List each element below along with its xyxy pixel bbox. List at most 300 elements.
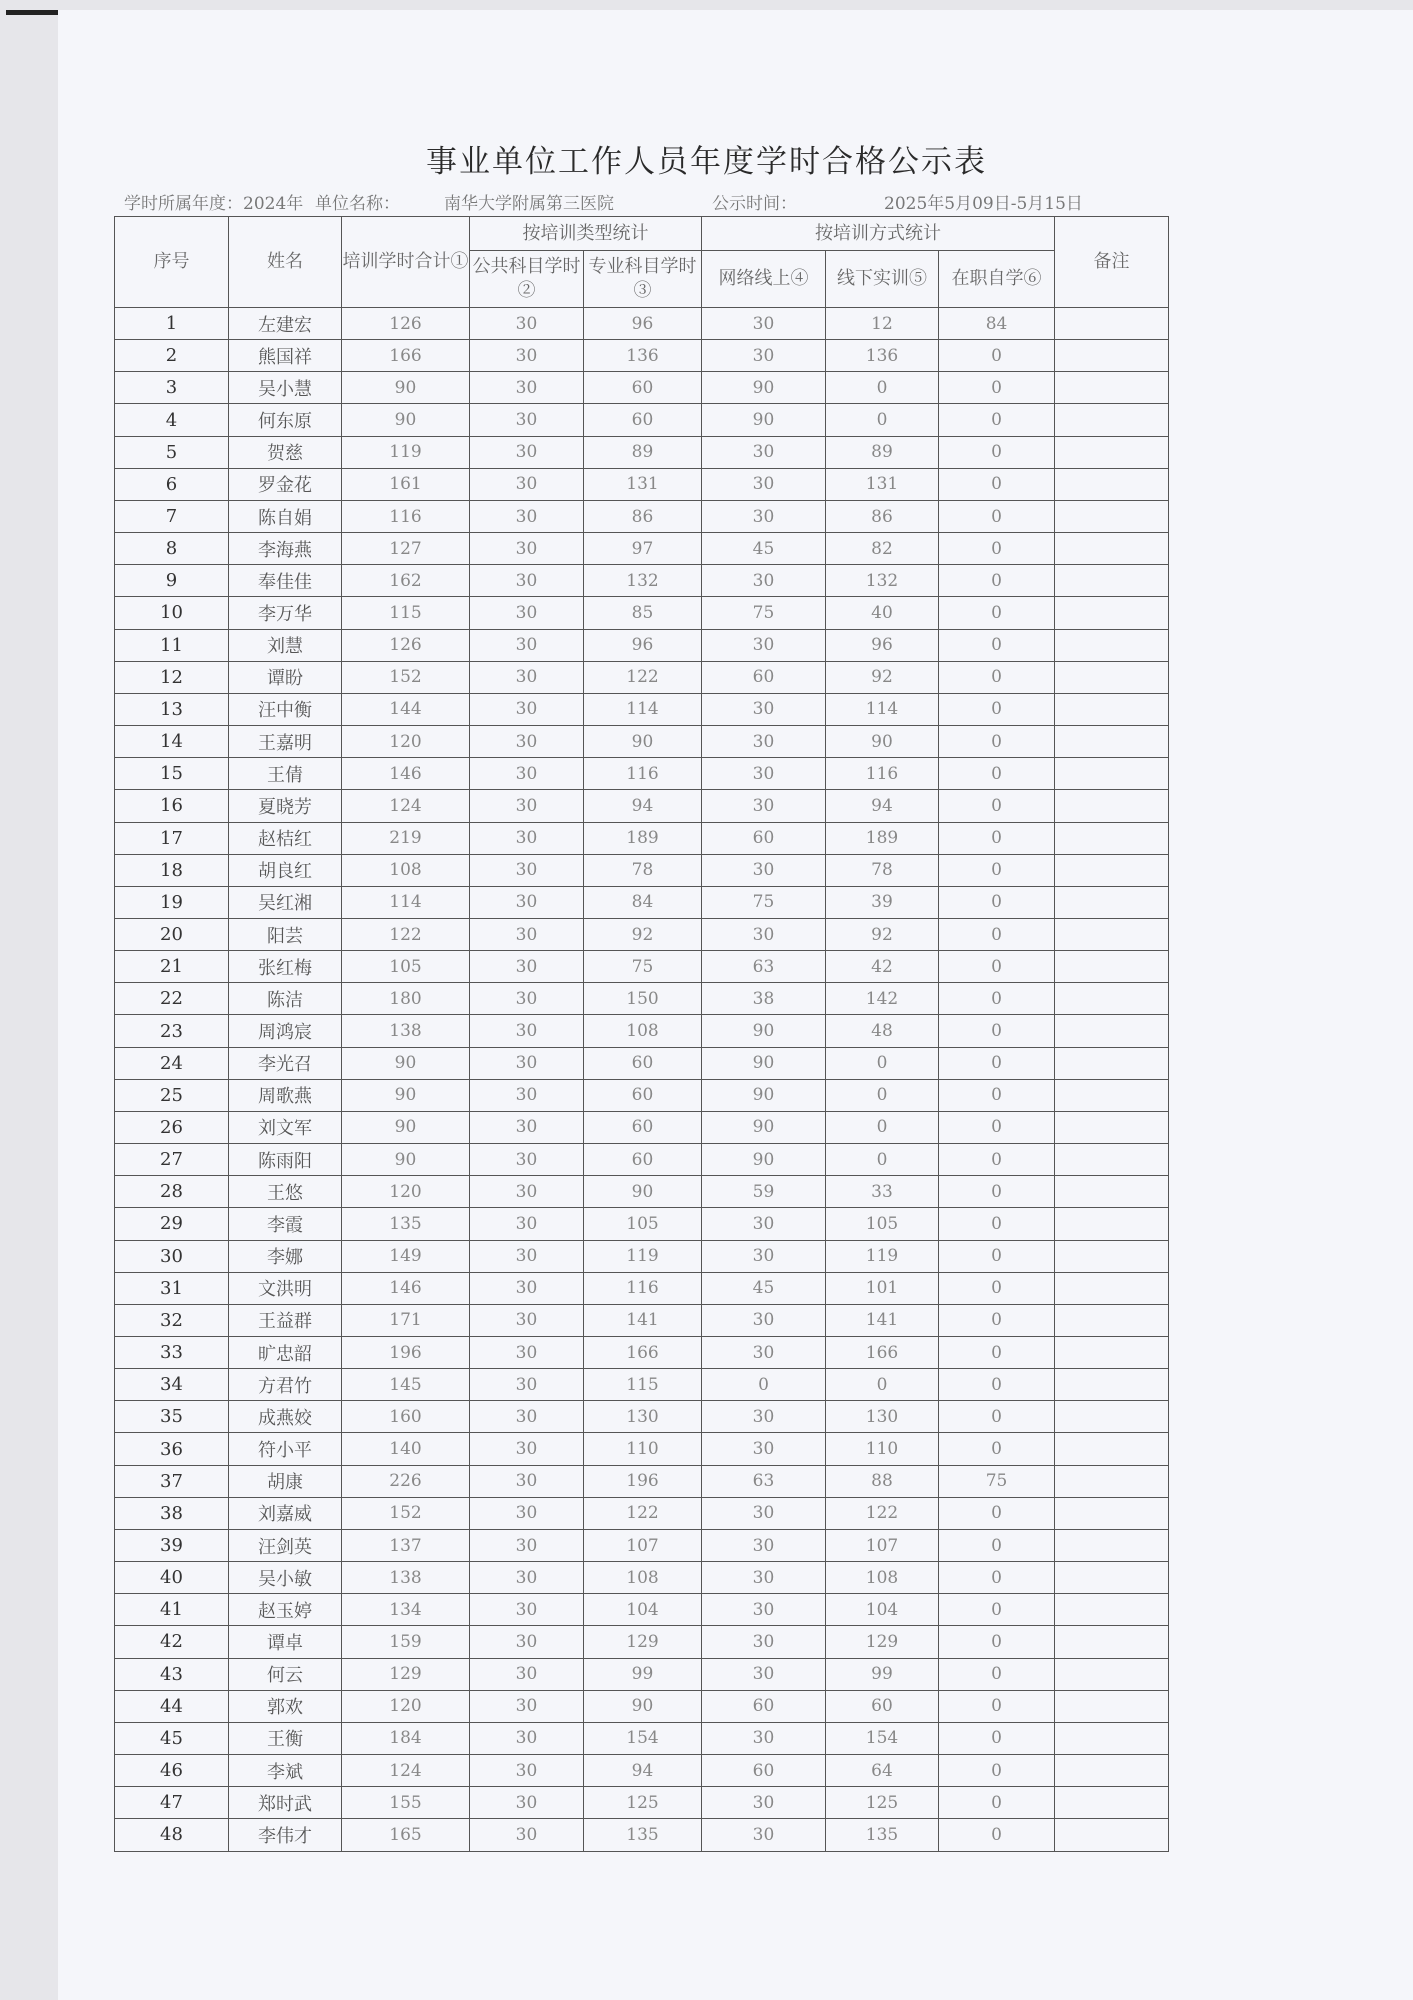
cell-total: 162 [342, 565, 470, 597]
cell-self-study: 0 [939, 1787, 1055, 1819]
cell-online: 30 [702, 1433, 826, 1465]
cell-professional: 129 [584, 1626, 702, 1658]
cell-total: 90 [342, 1144, 470, 1176]
table-row [115, 1562, 1169, 1594]
cell-self-study: 0 [939, 1304, 1055, 1336]
cell-total: 137 [342, 1529, 470, 1561]
table-row [115, 629, 1169, 661]
cell-name: 李光召 [229, 1047, 342, 1079]
cell-professional: 105 [584, 1208, 702, 1240]
cell-no: 29 [115, 1208, 229, 1240]
cell-online: 30 [702, 790, 826, 822]
cell-public: 30 [470, 1658, 584, 1690]
cell-no: 20 [115, 918, 229, 950]
cell-total: 144 [342, 693, 470, 725]
table-row [115, 597, 1169, 629]
table-row [115, 1337, 1169, 1369]
table-row [115, 1240, 1169, 1272]
header-self-study: 在职自学⑥ [939, 251, 1055, 308]
cell-no: 10 [115, 597, 229, 629]
cell-name: 奉佳佳 [229, 565, 342, 597]
cell-professional: 75 [584, 951, 702, 983]
cell-public: 30 [470, 726, 584, 758]
cell-professional: 110 [584, 1433, 702, 1465]
cell-offline: 0 [826, 1369, 939, 1401]
cell-name: 左建宏 [229, 308, 342, 340]
cell-total: 196 [342, 1337, 470, 1369]
cell-total: 90 [342, 404, 470, 436]
cell-no: 30 [115, 1240, 229, 1272]
cell-no: 1 [115, 308, 229, 340]
cell-public: 30 [470, 372, 584, 404]
cell-self-study: 0 [939, 1594, 1055, 1626]
cell-public: 30 [470, 404, 584, 436]
cell-online: 30 [702, 726, 826, 758]
cell-no: 9 [115, 565, 229, 597]
cell-public: 30 [470, 661, 584, 693]
cell-online: 30 [702, 1401, 826, 1433]
cell-professional: 122 [584, 1497, 702, 1529]
cell-total: 122 [342, 918, 470, 950]
cell-offline: 40 [826, 597, 939, 629]
cell-self-study: 0 [939, 340, 1055, 372]
cell-online: 30 [702, 308, 826, 340]
cell-professional: 122 [584, 661, 702, 693]
table-row [115, 790, 1169, 822]
cell-offline: 116 [826, 758, 939, 790]
table-row [115, 1208, 1169, 1240]
cell-no: 22 [115, 983, 229, 1015]
cell-self-study: 0 [939, 565, 1055, 597]
cell-total: 120 [342, 726, 470, 758]
table-body [115, 308, 1169, 1852]
header-online: 网络线上④ [702, 251, 826, 308]
cell-no: 2 [115, 340, 229, 372]
cell-remarks [1055, 1208, 1169, 1240]
cell-total: 115 [342, 597, 470, 629]
cell-professional: 154 [584, 1722, 702, 1754]
cell-public: 30 [470, 436, 584, 468]
cell-offline: 166 [826, 1337, 939, 1369]
cell-online: 30 [702, 1497, 826, 1529]
table-row [115, 404, 1169, 436]
cell-offline: 48 [826, 1015, 939, 1047]
cell-online: 30 [702, 918, 826, 950]
table-row [115, 918, 1169, 950]
cell-remarks [1055, 1787, 1169, 1819]
cell-remarks [1055, 758, 1169, 790]
cell-no: 24 [115, 1047, 229, 1079]
cell-total: 180 [342, 983, 470, 1015]
table-row [115, 1787, 1169, 1819]
cell-name: 周歌燕 [229, 1079, 342, 1111]
cell-remarks [1055, 1272, 1169, 1304]
table-row [115, 1079, 1169, 1111]
cell-no: 13 [115, 693, 229, 725]
cell-professional: 196 [584, 1465, 702, 1497]
cell-public: 30 [470, 1465, 584, 1497]
cell-self-study: 0 [939, 951, 1055, 983]
cell-online: 90 [702, 1015, 826, 1047]
cell-offline: 0 [826, 1144, 939, 1176]
cell-name: 何云 [229, 1658, 342, 1690]
table-row [115, 565, 1169, 597]
cell-public: 30 [470, 500, 584, 532]
cell-public: 30 [470, 1304, 584, 1336]
table-row [115, 1819, 1169, 1851]
cell-remarks [1055, 854, 1169, 886]
cell-remarks [1055, 1047, 1169, 1079]
cell-remarks [1055, 726, 1169, 758]
cell-self-study: 0 [939, 693, 1055, 725]
cell-total: 171 [342, 1304, 470, 1336]
cell-self-study: 0 [939, 500, 1055, 532]
cell-total: 90 [342, 1111, 470, 1143]
cell-total: 145 [342, 1369, 470, 1401]
table-row [115, 1497, 1169, 1529]
cell-offline: 0 [826, 1047, 939, 1079]
cell-online: 60 [702, 1690, 826, 1722]
cell-total: 226 [342, 1465, 470, 1497]
cell-name: 符小平 [229, 1433, 342, 1465]
cell-self-study: 0 [939, 597, 1055, 629]
cell-online: 30 [702, 758, 826, 790]
cell-online: 0 [702, 1369, 826, 1401]
cell-no: 11 [115, 629, 229, 661]
cell-online: 75 [702, 886, 826, 918]
cell-professional: 136 [584, 340, 702, 372]
cell-online: 90 [702, 1111, 826, 1143]
cell-public: 30 [470, 1047, 584, 1079]
cell-professional: 94 [584, 790, 702, 822]
cell-self-study: 0 [939, 1690, 1055, 1722]
cell-self-study: 0 [939, 1176, 1055, 1208]
cell-no: 32 [115, 1304, 229, 1336]
table-row [115, 1272, 1169, 1304]
cell-no: 18 [115, 854, 229, 886]
header-name: 姓名 [229, 217, 342, 308]
cell-public: 30 [470, 1626, 584, 1658]
cell-online: 90 [702, 404, 826, 436]
cell-remarks [1055, 1176, 1169, 1208]
cell-professional: 116 [584, 758, 702, 790]
cell-offline: 86 [826, 500, 939, 532]
cell-online: 45 [702, 533, 826, 565]
cell-online: 60 [702, 822, 826, 854]
cell-offline: 114 [826, 693, 939, 725]
cell-remarks [1055, 1433, 1169, 1465]
cell-self-study: 0 [939, 1369, 1055, 1401]
table-row [115, 1722, 1169, 1754]
cell-total: 165 [342, 1819, 470, 1851]
table-row [115, 854, 1169, 886]
cell-offline: 90 [826, 726, 939, 758]
cell-total: 155 [342, 1787, 470, 1819]
cell-name: 刘文军 [229, 1111, 342, 1143]
cell-offline: 82 [826, 533, 939, 565]
cell-total: 90 [342, 1079, 470, 1111]
cell-offline: 42 [826, 951, 939, 983]
cell-total: 146 [342, 758, 470, 790]
cell-name: 郑时武 [229, 1787, 342, 1819]
cell-self-study: 0 [939, 1111, 1055, 1143]
cell-total: 108 [342, 854, 470, 886]
cell-offline: 0 [826, 404, 939, 436]
cell-online: 30 [702, 1819, 826, 1851]
cell-no: 5 [115, 436, 229, 468]
cell-professional: 84 [584, 886, 702, 918]
cell-name: 刘嘉威 [229, 1497, 342, 1529]
cell-no: 48 [115, 1819, 229, 1851]
cell-no: 42 [115, 1626, 229, 1658]
cell-self-study: 0 [939, 1755, 1055, 1787]
cell-professional: 130 [584, 1401, 702, 1433]
cell-total: 152 [342, 1497, 470, 1529]
cell-offline: 142 [826, 983, 939, 1015]
cell-public: 30 [470, 1562, 584, 1594]
table-row [115, 500, 1169, 532]
cell-name: 张红梅 [229, 951, 342, 983]
cell-remarks [1055, 1401, 1169, 1433]
table-row [115, 822, 1169, 854]
cell-public: 30 [470, 1208, 584, 1240]
cell-professional: 78 [584, 854, 702, 886]
table-row [115, 372, 1169, 404]
cell-self-study: 0 [939, 854, 1055, 886]
table-row [115, 436, 1169, 468]
cell-public: 30 [470, 1272, 584, 1304]
cell-remarks [1055, 1529, 1169, 1561]
cell-offline: 125 [826, 1787, 939, 1819]
cell-offline: 0 [826, 372, 939, 404]
cell-self-study: 0 [939, 1015, 1055, 1047]
cell-public: 30 [470, 533, 584, 565]
unit-value: 南华大学附属第三医院 [444, 194, 614, 214]
table-row [115, 951, 1169, 983]
cell-professional: 135 [584, 1819, 702, 1851]
header-by-type: 按培训类型统计 [470, 217, 702, 251]
cell-online: 59 [702, 1176, 826, 1208]
unit-label: 单位名称： [315, 194, 400, 214]
cell-online: 30 [702, 1626, 826, 1658]
cell-total: 127 [342, 533, 470, 565]
cell-public: 30 [470, 565, 584, 597]
cell-offline: 0 [826, 1079, 939, 1111]
cell-name: 陈自娟 [229, 500, 342, 532]
cell-remarks [1055, 1626, 1169, 1658]
cell-remarks [1055, 629, 1169, 661]
cell-self-study: 0 [939, 918, 1055, 950]
cell-professional: 60 [584, 1079, 702, 1111]
cell-online: 30 [702, 629, 826, 661]
cell-remarks [1055, 693, 1169, 725]
cell-name: 胡良红 [229, 854, 342, 886]
cell-public: 30 [470, 790, 584, 822]
cell-total: 126 [342, 629, 470, 661]
cell-online: 30 [702, 1337, 826, 1369]
cell-name: 谭卓 [229, 1626, 342, 1658]
cell-total: 135 [342, 1208, 470, 1240]
cell-offline: 0 [826, 1111, 939, 1143]
cell-total: 124 [342, 790, 470, 822]
cell-total: 152 [342, 661, 470, 693]
cell-self-study: 0 [939, 1562, 1055, 1594]
scan-edge-mark [6, 10, 58, 15]
cell-online: 60 [702, 661, 826, 693]
cell-remarks [1055, 1690, 1169, 1722]
cell-no: 21 [115, 951, 229, 983]
header-total: 培训学时合计① [342, 217, 470, 308]
table-row [115, 1626, 1169, 1658]
cell-professional: 141 [584, 1304, 702, 1336]
cell-professional: 94 [584, 1755, 702, 1787]
cell-name: 王益群 [229, 1304, 342, 1336]
cell-no: 27 [115, 1144, 229, 1176]
cell-no: 3 [115, 372, 229, 404]
cell-public: 30 [470, 1337, 584, 1369]
cell-professional: 96 [584, 308, 702, 340]
cell-professional: 96 [584, 629, 702, 661]
cell-public: 30 [470, 822, 584, 854]
cell-remarks [1055, 468, 1169, 500]
cell-remarks [1055, 597, 1169, 629]
cell-name: 李斌 [229, 1755, 342, 1787]
cell-professional: 104 [584, 1594, 702, 1626]
cell-self-study: 0 [939, 758, 1055, 790]
cell-total: 138 [342, 1015, 470, 1047]
cell-name: 赵桔红 [229, 822, 342, 854]
cell-remarks [1055, 340, 1169, 372]
table-row [115, 1176, 1169, 1208]
cell-self-study: 0 [939, 372, 1055, 404]
cell-name: 吴小敏 [229, 1562, 342, 1594]
cell-public: 30 [470, 1594, 584, 1626]
cell-total: 105 [342, 951, 470, 983]
table-row [115, 1369, 1169, 1401]
cell-self-study: 0 [939, 1401, 1055, 1433]
cell-total: 114 [342, 886, 470, 918]
cell-remarks [1055, 1111, 1169, 1143]
cell-offline: 33 [826, 1176, 939, 1208]
cell-online: 30 [702, 1722, 826, 1754]
cell-no: 25 [115, 1079, 229, 1111]
cell-no: 35 [115, 1401, 229, 1433]
document-title: 事业单位工作人员年度学时合格公示表 [426, 144, 987, 180]
cell-no: 15 [115, 758, 229, 790]
cell-offline: 132 [826, 565, 939, 597]
cell-self-study: 0 [939, 1240, 1055, 1272]
cell-no: 45 [115, 1722, 229, 1754]
cell-self-study: 0 [939, 790, 1055, 822]
cell-remarks [1055, 1755, 1169, 1787]
cell-offline: 92 [826, 661, 939, 693]
cell-offline: 12 [826, 308, 939, 340]
table-row [115, 1658, 1169, 1690]
cell-public: 30 [470, 918, 584, 950]
cell-remarks [1055, 308, 1169, 340]
cell-offline: 136 [826, 340, 939, 372]
credit-hours-table [114, 216, 1169, 1852]
cell-total: 116 [342, 500, 470, 532]
cell-name: 周鸿宸 [229, 1015, 342, 1047]
cell-remarks [1055, 822, 1169, 854]
cell-public: 30 [470, 1497, 584, 1529]
cell-public: 30 [470, 597, 584, 629]
cell-online: 30 [702, 468, 826, 500]
publish-time-label: 公示时间： [712, 194, 797, 214]
cell-public: 30 [470, 308, 584, 340]
cell-remarks [1055, 1819, 1169, 1851]
cell-self-study: 0 [939, 468, 1055, 500]
table-row [115, 1047, 1169, 1079]
cell-public: 30 [470, 1787, 584, 1819]
cell-online: 30 [702, 1208, 826, 1240]
cell-name: 阳芸 [229, 918, 342, 950]
cell-online: 30 [702, 1240, 826, 1272]
cell-no: 19 [115, 886, 229, 918]
cell-professional: 60 [584, 372, 702, 404]
cell-offline: 92 [826, 918, 939, 950]
cell-remarks [1055, 886, 1169, 918]
cell-name: 陈洁 [229, 983, 342, 1015]
cell-offline: 122 [826, 1497, 939, 1529]
cell-professional: 108 [584, 1015, 702, 1047]
cell-professional: 150 [584, 983, 702, 1015]
cell-name: 熊国祥 [229, 340, 342, 372]
cell-self-study: 0 [939, 1272, 1055, 1304]
cell-professional: 90 [584, 1176, 702, 1208]
cell-no: 41 [115, 1594, 229, 1626]
cell-public: 30 [470, 1144, 584, 1176]
cell-self-study: 0 [939, 1208, 1055, 1240]
cell-total: 126 [342, 308, 470, 340]
cell-name: 成燕姣 [229, 1401, 342, 1433]
cell-remarks [1055, 1562, 1169, 1594]
cell-offline: 39 [826, 886, 939, 918]
cell-offline: 108 [826, 1562, 939, 1594]
cell-name: 李霞 [229, 1208, 342, 1240]
cell-self-study: 0 [939, 436, 1055, 468]
table-row [115, 726, 1169, 758]
cell-professional: 89 [584, 436, 702, 468]
cell-remarks [1055, 404, 1169, 436]
cell-self-study: 84 [939, 308, 1055, 340]
cell-name: 赵玉婷 [229, 1594, 342, 1626]
cell-total: 120 [342, 1176, 470, 1208]
cell-public: 30 [470, 1529, 584, 1561]
cell-no: 37 [115, 1465, 229, 1497]
cell-online: 30 [702, 1787, 826, 1819]
cell-self-study: 0 [939, 1658, 1055, 1690]
cell-name: 郭欢 [229, 1690, 342, 1722]
cell-public: 30 [470, 1079, 584, 1111]
table-row [115, 693, 1169, 725]
cell-offline: 130 [826, 1401, 939, 1433]
table-row [115, 1015, 1169, 1047]
cell-self-study: 0 [939, 1626, 1055, 1658]
cell-remarks [1055, 500, 1169, 532]
cell-name: 李万华 [229, 597, 342, 629]
table-row [115, 1433, 1169, 1465]
cell-online: 30 [702, 1594, 826, 1626]
cell-online: 30 [702, 340, 826, 372]
header-no: 序号 [115, 217, 229, 308]
cell-offline: 119 [826, 1240, 939, 1272]
cell-name: 李伟才 [229, 1819, 342, 1851]
cell-online: 90 [702, 1144, 826, 1176]
cell-offline: 154 [826, 1722, 939, 1754]
cell-public: 30 [470, 1722, 584, 1754]
